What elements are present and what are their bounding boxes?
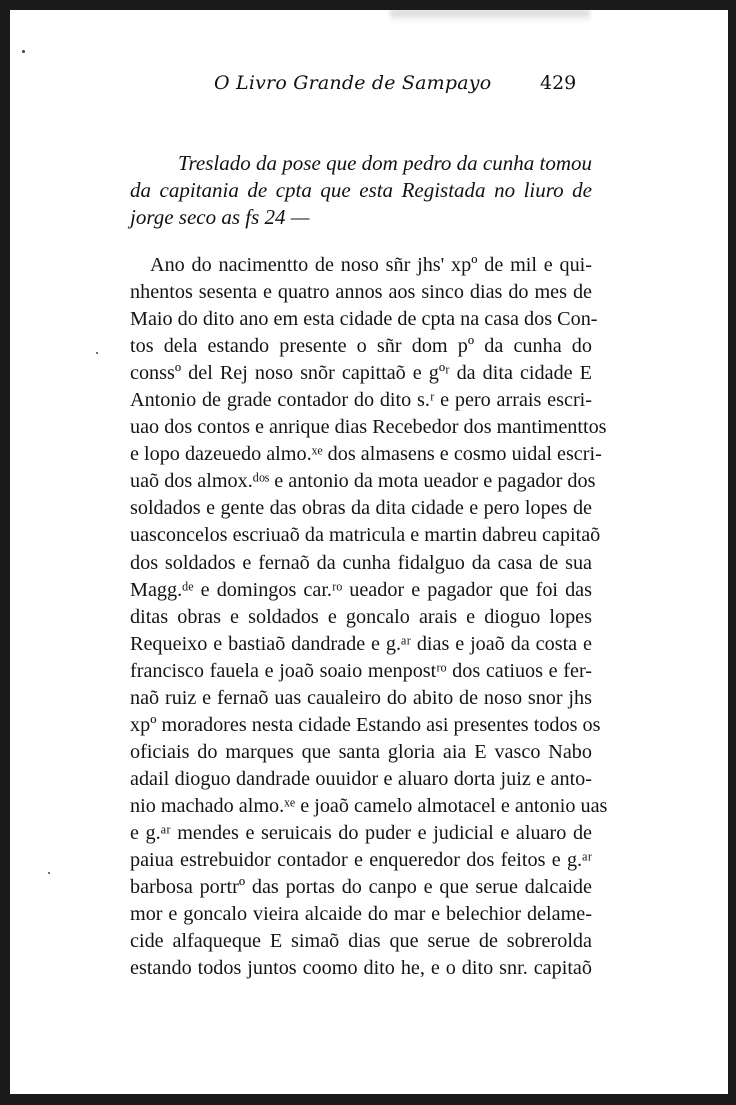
body-line: Magg.ᵈᵉ e domingos car.ʳᵒ ueador e pagador que foi das xyxy=(130,578,592,601)
body-line: Maio do dito ano em esta cidade de cpta na casa dos Con- xyxy=(130,308,598,331)
body-line: xpº moradores nesta cidade Estando asi presentes todos os xyxy=(130,713,601,736)
body-line: oficiais do marques que santa gloria aia E vasco Nabo xyxy=(130,740,592,763)
body-line: mor e goncalo vieira alcaide do mar e belechior delame- xyxy=(130,903,592,926)
body-line: Ano do nacimentto de noso sñr jhs' xpº de mil e qui- xyxy=(150,254,592,276)
paper-speck xyxy=(96,352,98,354)
body-line: barbosa portrº das portas do canpo e que serue dalcaide xyxy=(130,876,592,899)
body-line: naõ ruiz e fernaõ uas caualeiro do abito de noso snor jhs xyxy=(130,686,592,709)
body-line: cide alfaqueque E simaõ dias que serue de sobrerolda xyxy=(130,930,592,953)
body-line: Requeixo e bastiaõ dandrade e g.ᵃʳ dias e joaõ da costa e xyxy=(130,632,592,655)
body-line: Antonio de grade contador do dito s.ʳ e pero arrais escri- xyxy=(130,389,592,412)
body-line: e g.ᵃʳ mendes e seruicais do puder e judicial e aluaro de xyxy=(130,821,592,844)
running-head xyxy=(10,72,728,102)
body-line: nio machado almo.ˣᵉ e joaõ camelo almotacel e antonio uas xyxy=(130,794,608,817)
body-line: uao dos contos e anrique dias Recebedor dos mantimenttos xyxy=(130,416,607,439)
body-line: ditas obras e soldados e goncalo arais e dioguo lopes xyxy=(130,605,592,628)
body-line: conssº del Rej noso snõr capittaõ e gºʳ da dita cidade E xyxy=(130,362,592,385)
body-line: estando todos juntos coomo dito he, e o dito snr. capitaõ xyxy=(130,957,592,980)
body-line: soldados e gente das obras da dita cidade e pero lopes de xyxy=(130,497,592,520)
body-line: francisco fauela e joaõ soaio menpostʳᵒ dos catiuos e fer- xyxy=(130,659,592,682)
body-line: dos soldados e fernaõ da cunha fidalguo da casa de sua xyxy=(130,551,592,574)
document-page xyxy=(10,10,728,1094)
body-line: paiua estrebuidor contador e enqueredor dos feitos e g.ᵃʳ xyxy=(130,849,592,872)
body-line: e lopo dazeuedo almo.ˣᵉ dos almasens e cosmo uidal escri- xyxy=(130,443,602,466)
body-line: uaõ dos almox.ᵈᵒˢ e antonio da mota ueador e pagador dos xyxy=(130,470,596,493)
paper-speck xyxy=(22,50,25,53)
running-head-title: O Livro Grande de Sampayo xyxy=(214,72,492,94)
body-line: tos dela estando presente o sñr dom pº da cunha do xyxy=(130,335,592,358)
body-line: nhentos sesenta e quatro annos aos sinco dias do mes de xyxy=(130,281,592,304)
body-text xyxy=(130,252,608,982)
paper-speck xyxy=(48,872,50,874)
body-line: uasconcelos escriuaõ da matricula e martin dabreu capitaõ xyxy=(130,524,601,547)
body-line: adail dioguo dandrade ouuidor e aluaro dorta juiz e anto- xyxy=(130,767,592,790)
page-number: 429 xyxy=(540,72,577,94)
section-heading: Treslado da pose que dom pedro da cunha tomou da capitania de cpta que esta Registada no liuro de jorge seco as fs 24 — xyxy=(130,151,592,229)
